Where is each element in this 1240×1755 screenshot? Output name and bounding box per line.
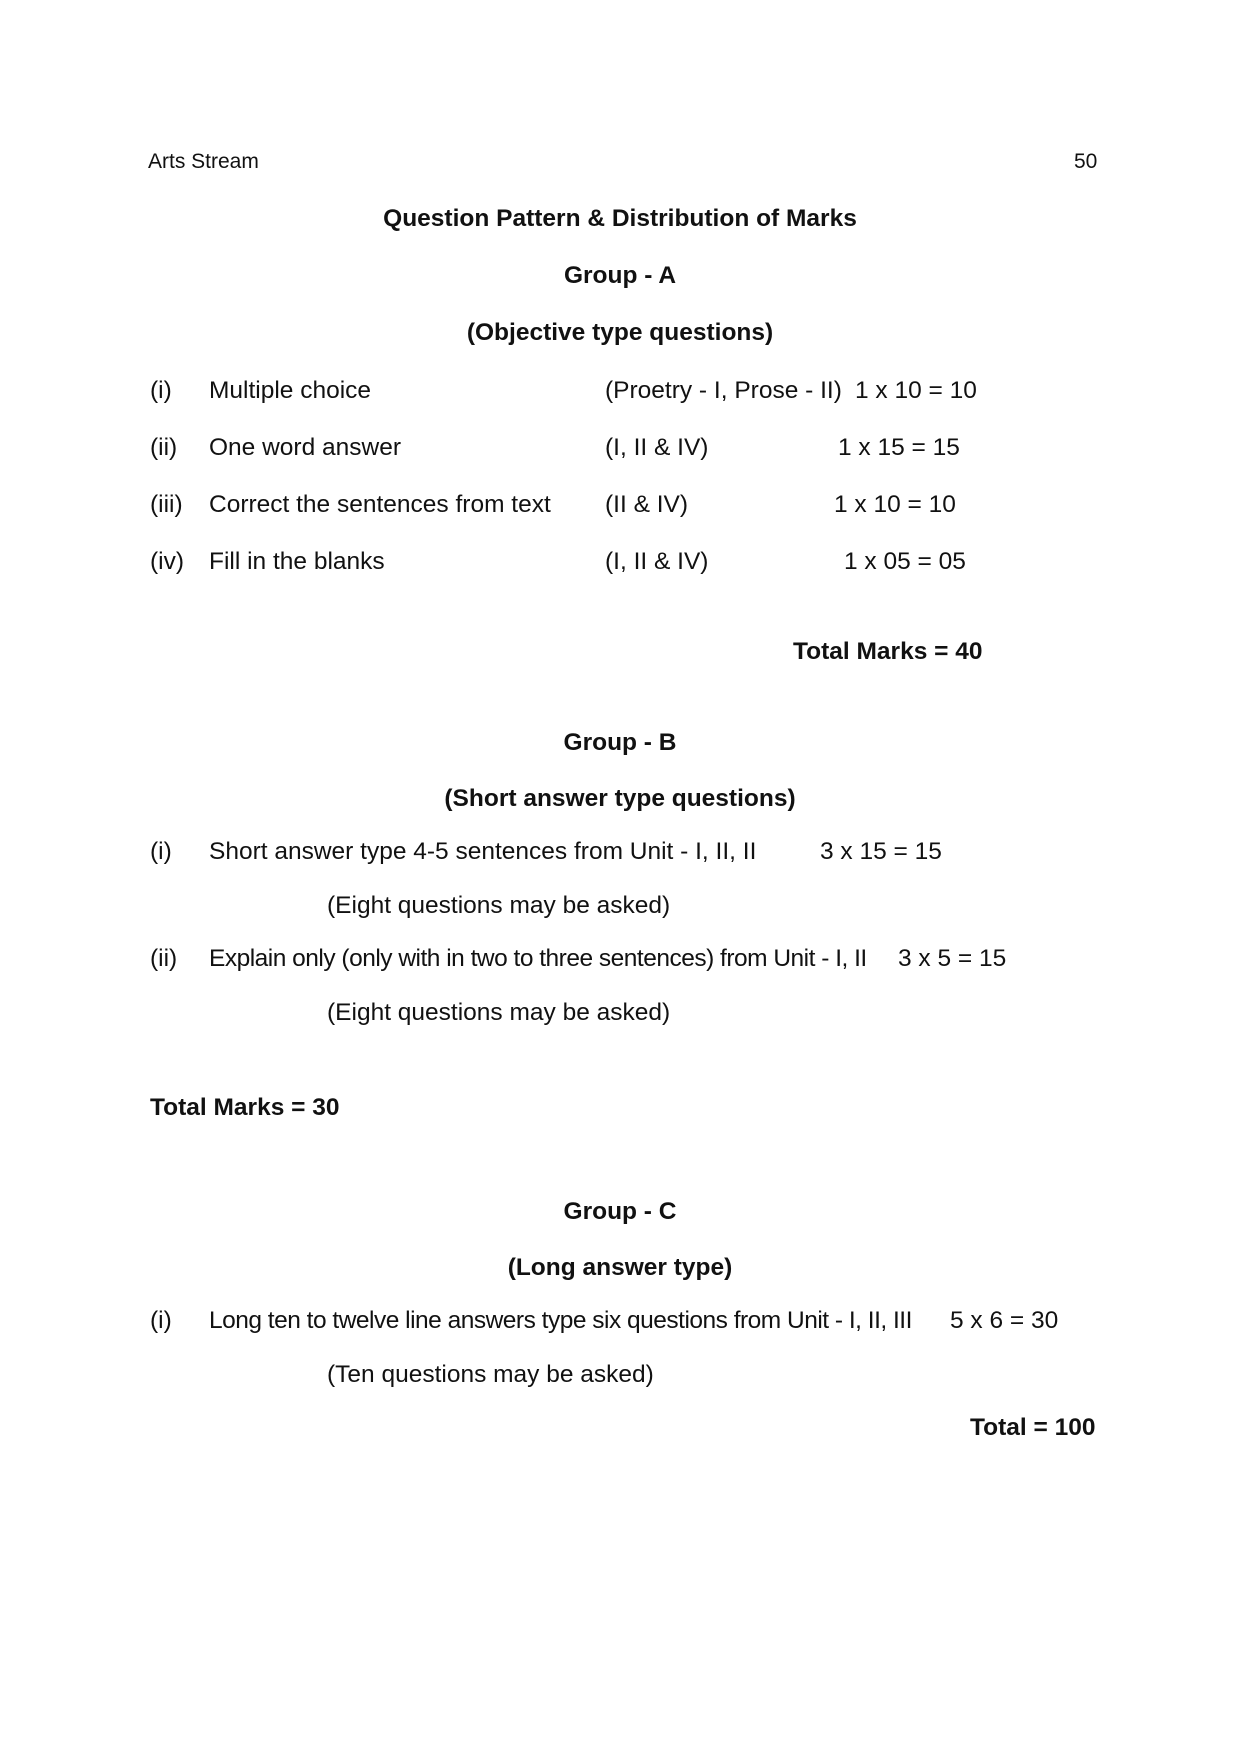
group-a-subheading: (Objective type questions) (466, 319, 774, 346)
group-c-heading: Group - C (563, 1198, 677, 1225)
stream-label: Arts Stream (148, 150, 259, 173)
row-units: (Proetry - I, Prose - II) (605, 377, 842, 404)
grand-total: Total = 100 (970, 1414, 1096, 1441)
item-number: (i) (150, 838, 172, 865)
row-description: Multiple choice (209, 377, 372, 404)
page-number: 50 (1074, 150, 1098, 173)
item-marks: 3 x 5 = 15 (898, 945, 1007, 972)
group-b-heading: Group - B (563, 729, 677, 756)
row-number: (iv) (150, 548, 185, 575)
row-units: (I, II & IV) (605, 434, 709, 461)
group-a-total: Total Marks = 40 (793, 638, 983, 665)
row-units: (II & IV) (605, 491, 689, 518)
item-text: Long ten to twelve line answers type six questions from Unit - I, II, III (209, 1307, 912, 1334)
row-marks: 1 x 05 = 05 (844, 548, 966, 575)
row-number: (iii) (150, 491, 183, 518)
row-marks: 1 x 15 = 15 (838, 434, 960, 461)
row-description: One word answer (209, 434, 402, 461)
row-number: (i) (150, 377, 172, 404)
item-text: Explain only (only with in two to three sentences) from Unit - I, II (209, 945, 867, 972)
item-note: (Eight questions may be asked) (327, 999, 671, 1026)
item-number: (ii) (150, 945, 178, 972)
page-title: Question Pattern & Distribution of Marks (383, 205, 857, 232)
group-b-subheading: (Short answer type questions) (444, 785, 796, 812)
item-note: (Ten questions may be asked) (327, 1361, 654, 1388)
row-description: Fill in the blanks (209, 548, 385, 575)
item-note: (Eight questions may be asked) (327, 892, 671, 919)
group-c-subheading: (Long answer type) (507, 1254, 733, 1281)
item-number: (i) (150, 1307, 172, 1334)
group-b-total: Total Marks = 30 (150, 1094, 340, 1121)
row-description: Correct the sentences from text (209, 491, 551, 518)
item-marks: 5 x 6 = 30 (950, 1307, 1059, 1334)
group-a-heading: Group - A (563, 262, 677, 289)
row-marks: 1 x 10 = 10 (834, 491, 956, 518)
item-text: Short answer type 4-5 sentences from Unit - I, II, II (209, 838, 757, 865)
row-number: (ii) (150, 434, 178, 461)
row-marks: 1 x 10 = 10 (855, 377, 977, 404)
row-units: (I, II & IV) (605, 548, 709, 575)
item-marks: 3 x 15 = 15 (820, 838, 942, 865)
